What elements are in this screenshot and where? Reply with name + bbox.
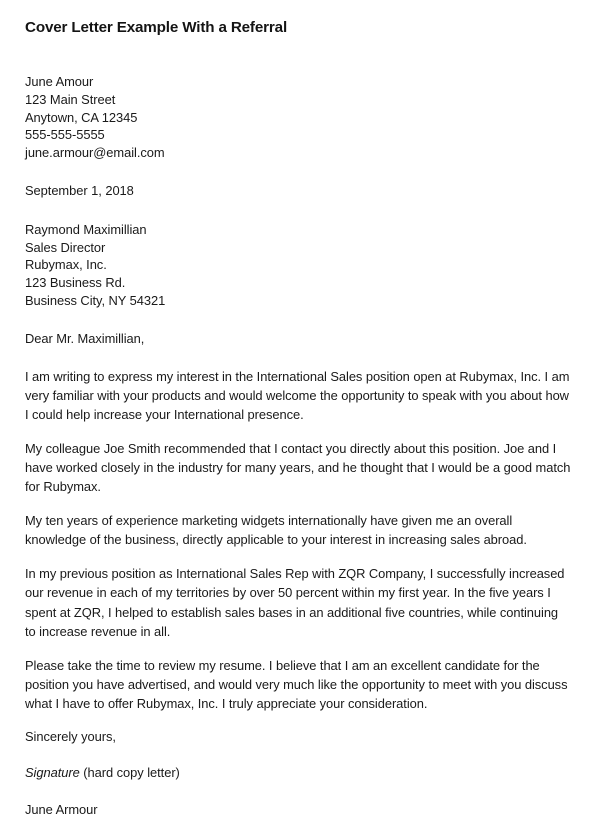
signature-note [25,764,572,782]
body-paragraph: My ten years of experience marketing widgets internationally have given me an overall knowledge of the business, directly applicable to your interest in increasing sales abroad. [25,513,527,548]
signer-name: June Armour [25,801,98,817]
sender-address-block [25,73,572,162]
page-title: Cover Letter Example With a Referral [25,19,288,36]
recipient-name: Raymond Maximillian [25,221,147,237]
body-paragraph: In my previous position as International Sales Rep with ZQR Company, I successfully increased our revenue in each of my territories by over 50 percent within my first year. In the five years I spent at ZQR, I helped to establish sales bases in an additional five countries, while continuing to increase revenue in all. [25,566,565,639]
sender-email: june.armour@email.com [25,145,165,161]
sender-phone: 555-555-5555 [25,127,105,143]
signature-note-rest: (hard copy letter) [79,764,180,780]
sender-street: 123 Main Street [25,91,116,107]
body-paragraph: I am writing to express my interest in the International Sales position open at Rubymax, Inc. I am very familiar with your products and would welcome the opportunity to speak with you about how I could help increase your International presence. [25,368,570,422]
recipient-city-state-zip: Business City, NY 54321 [25,292,166,308]
body-paragraph: My colleague Joe Smith recommended that I contact you directly about this position. Joe and I have worked closely in the industry for many years, and he thought that I would be a good match for Rubymax. [25,440,571,495]
salutation: Dear Mr. Maximillian, [25,330,145,346]
recipient-street: 123 Business Rd. [25,275,126,291]
body-paragraph: Please take the time to review my resume. I believe that I am an excellent candidate for the position you have advertised, and would very much like the opportunity to meet with you discuss what I have to offer Rubymax, Inc. I truly appreciate your consideration. [25,657,568,711]
sender-city-state-zip: Anytown, CA 12345 [25,109,138,125]
recipient-address-block [25,221,572,310]
recipient-company: Rubymax, Inc. [25,257,107,273]
closing-line: Sincerely yours, [25,728,116,744]
letter-date: September 1, 2018 [25,182,134,198]
sender-name: June Amour [25,74,94,89]
signature-emphasis: Signature [25,764,80,780]
recipient-title: Sales Director [25,239,106,255]
